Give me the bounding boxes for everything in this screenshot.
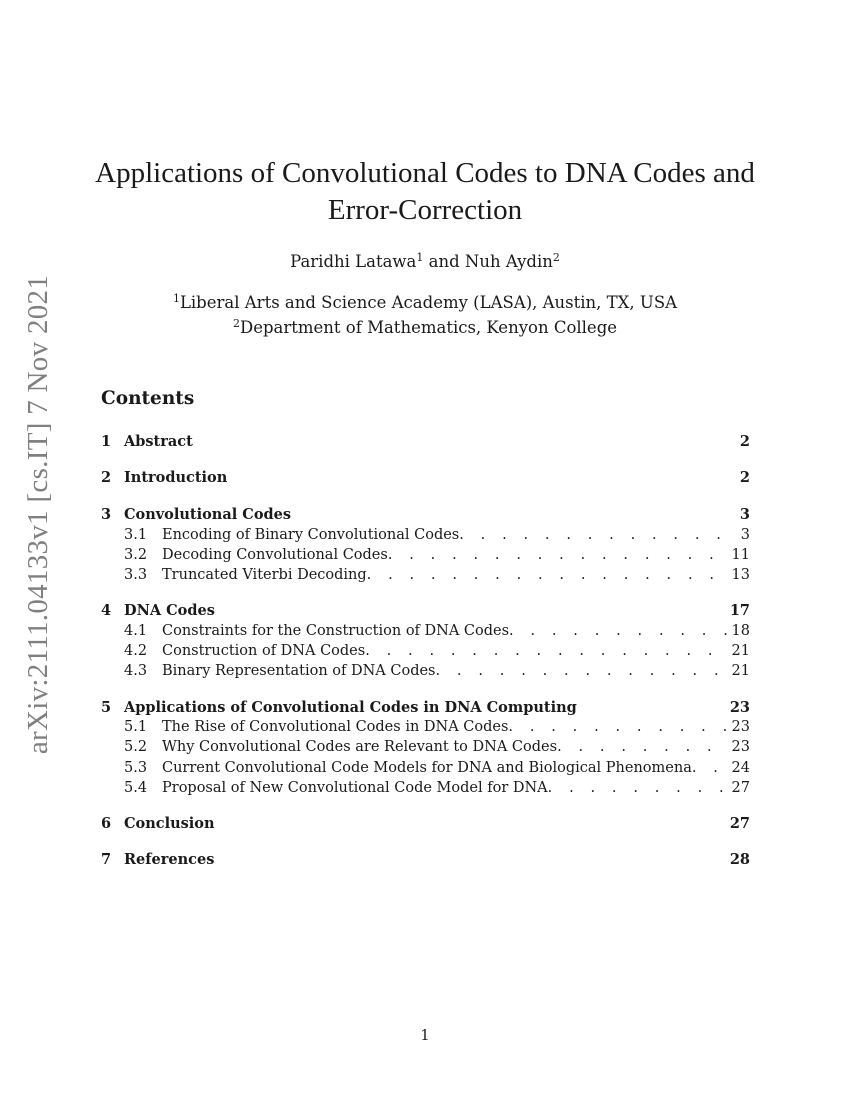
toc-section[interactable] [101,813,750,835]
toc-subsection[interactable] [124,525,750,545]
toc-section[interactable] [101,431,750,453]
toc-subsection-number: 4.3 [124,663,148,679]
toc-subsection[interactable] [124,737,750,757]
toc-section-number: 6 [101,815,112,832]
affiliation-text: Department of Mathematics, Kenyon College [239,318,618,337]
toc-subsection-title: Truncated Viterbi Decoding [162,567,367,583]
toc-section-number: 2 [101,469,112,486]
toc-section-page: 17 [729,602,750,619]
toc-section-page: 2 [739,469,750,486]
dot-leader [508,717,728,737]
toc-subsection-page: 21 [731,643,750,659]
contents-heading: Contents [101,388,195,409]
dot-leader [557,737,728,757]
affiliation [0,290,850,315]
dot-leader [692,758,728,778]
toc-subsection-page: 23 [731,719,750,735]
toc-subsection[interactable] [124,758,750,778]
toc-subsection-page: 18 [731,623,750,639]
affiliation-text: Liberal Arts and Science Academy (LASA), Austin, TX, USA [179,293,678,312]
arxiv-watermark [10,274,68,754]
toc-subsection-page: 24 [731,760,750,776]
toc-section-title: Applications of Convolutional Codes in DNA Computing [124,699,577,716]
toc-section-page: 28 [729,851,750,868]
toc-section-number: 3 [101,506,112,523]
toc-subsection-number: 3.3 [124,567,148,583]
toc-section-number: 4 [101,602,112,619]
toc-subsection-title: Decoding Convolutional Codes [162,547,388,563]
dot-leader [367,565,728,585]
arxiv-identifier: arXiv:2111.04133v1 [cs.IT] 7 Nov 2021 [22,274,55,754]
toc-subsection-number: 5.3 [124,760,148,776]
dot-leader [436,661,728,681]
toc-subsection-page: 27 [731,780,750,796]
toc-subsection-title: Proposal of New Convolutional Code Model for DNA [162,780,548,796]
toc-section-title: Introduction [124,469,228,486]
affiliations [0,290,850,340]
toc-subsection-number: 3.1 [124,527,148,543]
toc-subsection-title: Constraints for the Construction of DNA Codes [162,623,510,639]
dot-leader [365,641,728,661]
toc-section[interactable] [101,697,750,719]
toc-section[interactable] [101,467,750,489]
toc-section-title: Convolutional Codes [124,506,292,523]
author-affiliation-mark: 2 [552,251,560,264]
toc-subsection[interactable] [124,621,750,641]
dot-leader [548,778,728,798]
toc-section-page: 27 [729,815,750,832]
toc-section[interactable] [101,504,750,526]
page-number: 1 [420,1028,430,1044]
toc-subsection-title: Binary Representation of DNA Codes [162,663,436,679]
toc-subsection-page: 11 [731,547,750,563]
toc-subsection-number: 5.2 [124,739,148,755]
toc-section[interactable] [101,600,750,622]
toc-section-title: References [124,851,215,868]
author-line [0,250,850,274]
toc-subsection[interactable] [124,545,750,565]
toc-subsection[interactable] [124,717,750,737]
toc-section-title: Conclusion [124,815,215,832]
author-joiner: and [428,252,460,271]
dot-leader [459,525,728,545]
dot-leader [509,621,728,641]
toc-subsection[interactable] [124,778,750,798]
toc-section-page: 2 [739,433,750,450]
toc-section-page: 3 [739,506,750,523]
affiliation [0,315,850,340]
toc-section-number: 1 [101,433,112,450]
toc-subsection-title: Encoding of Binary Convolutional Codes [162,527,460,543]
toc-section-page: 23 [729,699,750,716]
dot-leader [388,545,728,565]
affiliation-mark: 1 [172,292,180,305]
toc-subsection-title: Construction of DNA Codes [162,643,366,659]
toc-subsection-page: 23 [731,739,750,755]
toc-subsection[interactable] [124,641,750,661]
toc-subsection-title: The Rise of Convolutional Codes in DNA Codes [162,719,509,735]
toc-subsection-number: 5.4 [124,780,148,796]
toc-subsection-page: 13 [731,567,750,583]
toc-section-title: Abstract [124,433,193,450]
toc-section-title: DNA Codes [124,602,215,619]
toc-section-number: 5 [101,699,112,716]
toc-subsection-number: 4.1 [124,623,148,639]
toc-subsection-page: 21 [731,663,750,679]
toc-subsection-title: Why Convolutional Codes are Relevant to DNA Codes [162,739,558,755]
paper-title: Applications of Convolutional Codes to DNA Codes and Error-Correction [95,157,755,226]
toc-subsection-title: Current Convolutional Code Models for DNA and Biological Phenomena [162,760,692,776]
affiliation-mark: 2 [232,317,240,330]
author-name: Nuh Aydin [464,252,553,271]
author-affiliation-mark: 1 [416,251,424,264]
toc-subsection-number: 4.2 [124,643,148,659]
toc-subsection[interactable] [124,565,750,585]
toc-section-number: 7 [101,851,112,868]
toc-subsection-page: 3 [740,527,750,543]
toc-subsection-number: 3.2 [124,547,148,563]
author-name: Paridhi Latawa [290,252,417,271]
toc-section[interactable] [101,849,750,871]
toc-subsection[interactable] [124,661,750,681]
toc-subsection-number: 5.1 [124,719,148,735]
